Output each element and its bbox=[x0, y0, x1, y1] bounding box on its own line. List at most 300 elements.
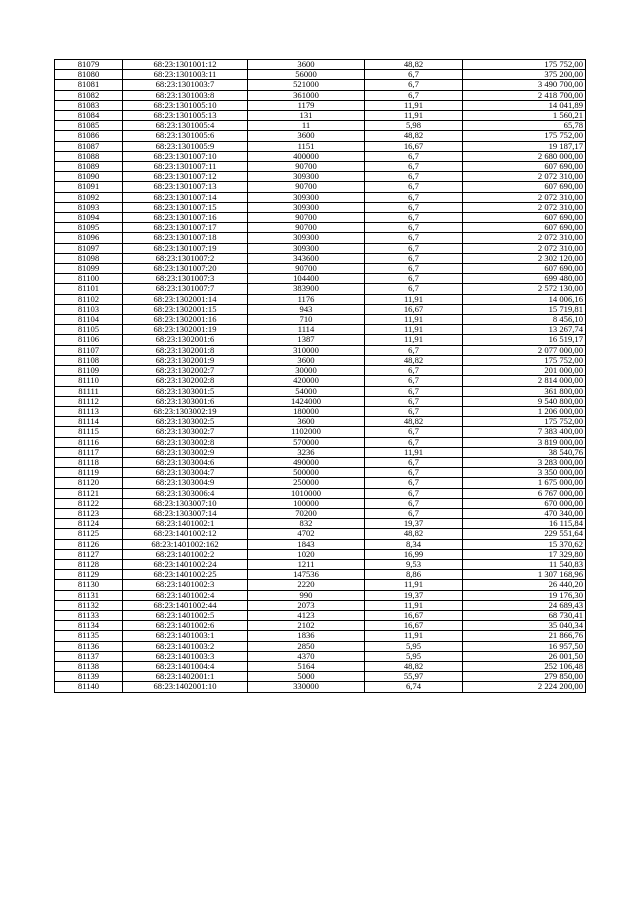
area-cell: 1843 bbox=[248, 539, 365, 549]
area-cell: 1179 bbox=[248, 100, 365, 110]
rate-cell: 19,37 bbox=[365, 519, 463, 529]
row-number-cell: 81111 bbox=[55, 386, 123, 396]
rate-cell: 55,97 bbox=[365, 672, 463, 682]
row-number-cell: 81087 bbox=[55, 141, 123, 151]
area-cell: 943 bbox=[248, 304, 365, 314]
row-number-cell: 81091 bbox=[55, 182, 123, 192]
table-row bbox=[55, 621, 586, 631]
rate-cell: 6,7 bbox=[365, 233, 463, 243]
table-row bbox=[55, 294, 586, 304]
row-number-cell: 81094 bbox=[55, 213, 123, 223]
table-row bbox=[55, 539, 586, 549]
value-cell: 11 540,83 bbox=[463, 559, 586, 569]
area-cell: 4702 bbox=[248, 529, 365, 539]
cadastral-number-cell: 68:23:1301005:6 bbox=[123, 131, 248, 141]
rate-cell: 6,7 bbox=[365, 202, 463, 212]
value-cell: 16 519,17 bbox=[463, 335, 586, 345]
area-cell: 180000 bbox=[248, 406, 365, 416]
value-cell: 470 340,00 bbox=[463, 508, 586, 518]
area-cell: 1102000 bbox=[248, 427, 365, 437]
cadastral-number-cell: 68:23:1303002:19 bbox=[123, 406, 248, 416]
rate-cell: 6,7 bbox=[365, 386, 463, 396]
rate-cell: 48,82 bbox=[365, 355, 463, 365]
area-cell: 3236 bbox=[248, 447, 365, 457]
cadastral-number-cell: 68:23:1303002:8 bbox=[123, 437, 248, 447]
table-row bbox=[55, 468, 586, 478]
row-number-cell: 81127 bbox=[55, 549, 123, 559]
rate-cell: 16,99 bbox=[365, 549, 463, 559]
cadastral-number-cell: 68:23:1301007:18 bbox=[123, 233, 248, 243]
row-number-cell: 81119 bbox=[55, 468, 123, 478]
area-cell: 1151 bbox=[248, 141, 365, 151]
area-cell: 521000 bbox=[248, 80, 365, 90]
table-row bbox=[55, 447, 586, 457]
value-cell: 2 572 130,00 bbox=[463, 284, 586, 294]
cadastral-number-cell: 68:23:1401002:162 bbox=[123, 539, 248, 549]
row-number-cell: 81106 bbox=[55, 335, 123, 345]
row-number-cell: 81140 bbox=[55, 682, 123, 692]
row-number-cell: 81088 bbox=[55, 151, 123, 161]
rate-cell: 11,91 bbox=[365, 335, 463, 345]
table-row bbox=[55, 202, 586, 212]
value-cell: 2 072 310,00 bbox=[463, 172, 586, 182]
cadastral-number-cell: 68:23:1303001:5 bbox=[123, 386, 248, 396]
table-row bbox=[55, 529, 586, 539]
row-number-cell: 81137 bbox=[55, 651, 123, 661]
area-cell: 3600 bbox=[248, 355, 365, 365]
table-row bbox=[55, 80, 586, 90]
table-row bbox=[55, 488, 586, 498]
table-row bbox=[55, 376, 586, 386]
value-cell: 3 819 000,00 bbox=[463, 437, 586, 447]
value-cell: 229 551,64 bbox=[463, 529, 586, 539]
cadastral-number-cell: 68:23:1301007:12 bbox=[123, 172, 248, 182]
rate-cell: 6,7 bbox=[365, 264, 463, 274]
area-cell: 309300 bbox=[248, 192, 365, 202]
table-row bbox=[55, 253, 586, 263]
area-cell: 990 bbox=[248, 590, 365, 600]
area-cell: 1010000 bbox=[248, 488, 365, 498]
value-cell: 38 540,76 bbox=[463, 447, 586, 457]
value-cell: 175 752,00 bbox=[463, 355, 586, 365]
row-number-cell: 81117 bbox=[55, 447, 123, 457]
area-cell: 832 bbox=[248, 519, 365, 529]
cadastral-number-cell: 68:23:1401003:3 bbox=[123, 651, 248, 661]
rate-cell: 6,7 bbox=[365, 468, 463, 478]
table-row bbox=[55, 304, 586, 314]
row-number-cell: 81108 bbox=[55, 355, 123, 365]
rate-cell: 8,34 bbox=[365, 539, 463, 549]
cadastral-number-cell: 68:23:1303002:7 bbox=[123, 427, 248, 437]
row-number-cell: 81115 bbox=[55, 427, 123, 437]
cadastral-number-cell: 68:23:1303004:6 bbox=[123, 457, 248, 467]
cadastral-number-cell: 68:23:1301007:7 bbox=[123, 284, 248, 294]
value-cell: 19 187,17 bbox=[463, 141, 586, 151]
table-row bbox=[55, 570, 586, 580]
table-row bbox=[55, 580, 586, 590]
value-cell: 175 752,00 bbox=[463, 60, 586, 70]
rate-cell: 48,82 bbox=[365, 417, 463, 427]
row-number-cell: 81113 bbox=[55, 406, 123, 416]
area-cell: 100000 bbox=[248, 498, 365, 508]
rate-cell: 6,7 bbox=[365, 488, 463, 498]
row-number-cell: 81080 bbox=[55, 70, 123, 80]
table-row bbox=[55, 213, 586, 223]
value-cell: 2 072 310,00 bbox=[463, 192, 586, 202]
area-cell: 310000 bbox=[248, 345, 365, 355]
value-cell: 279 850,00 bbox=[463, 672, 586, 682]
value-cell: 7 383 400,00 bbox=[463, 427, 586, 437]
row-number-cell: 81099 bbox=[55, 264, 123, 274]
table-row bbox=[55, 661, 586, 671]
row-number-cell: 81123 bbox=[55, 508, 123, 518]
rate-cell: 6,7 bbox=[365, 172, 463, 182]
table-row bbox=[55, 417, 586, 427]
cadastral-number-cell: 68:23:1401002:4 bbox=[123, 590, 248, 600]
value-cell: 1 560,21 bbox=[463, 111, 586, 121]
area-cell: 2073 bbox=[248, 600, 365, 610]
value-cell: 2 077 000,00 bbox=[463, 345, 586, 355]
rate-cell: 6,7 bbox=[365, 396, 463, 406]
cadastral-number-cell: 68:23:1401002:6 bbox=[123, 621, 248, 631]
data-table bbox=[54, 59, 586, 693]
cadastral-number-cell: 68:23:1301005:13 bbox=[123, 111, 248, 121]
area-cell: 361000 bbox=[248, 90, 365, 100]
rate-cell: 11,91 bbox=[365, 294, 463, 304]
row-number-cell: 81112 bbox=[55, 396, 123, 406]
row-number-cell: 81098 bbox=[55, 253, 123, 263]
rate-cell: 6,7 bbox=[365, 243, 463, 253]
rate-cell: 6,7 bbox=[365, 284, 463, 294]
cadastral-number-cell: 68:23:1301003:8 bbox=[123, 90, 248, 100]
cadastral-number-cell: 68:23:1301007:19 bbox=[123, 243, 248, 253]
cadastral-number-cell: 68:23:1302002:8 bbox=[123, 376, 248, 386]
cadastral-number-cell: 68:23:1401003:1 bbox=[123, 631, 248, 641]
area-cell: 1020 bbox=[248, 549, 365, 559]
cadastral-number-cell: 68:23:1301007:3 bbox=[123, 274, 248, 284]
rate-cell: 48,82 bbox=[365, 131, 463, 141]
value-cell: 607 690,00 bbox=[463, 264, 586, 274]
rate-cell: 6,7 bbox=[365, 457, 463, 467]
value-cell: 17 329,80 bbox=[463, 549, 586, 559]
table-row bbox=[55, 631, 586, 641]
table-row bbox=[55, 406, 586, 416]
area-cell: 147536 bbox=[248, 570, 365, 580]
rate-cell: 48,82 bbox=[365, 661, 463, 671]
value-cell: 2 680 000,00 bbox=[463, 151, 586, 161]
table-row bbox=[55, 60, 586, 70]
rate-cell: 9,53 bbox=[365, 559, 463, 569]
area-cell: 330000 bbox=[248, 682, 365, 692]
row-number-cell: 81107 bbox=[55, 345, 123, 355]
area-cell: 250000 bbox=[248, 478, 365, 488]
cadastral-number-cell: 68:23:1401002:24 bbox=[123, 559, 248, 569]
cadastral-number-cell: 68:23:1301007:16 bbox=[123, 213, 248, 223]
table-row bbox=[55, 396, 586, 406]
rate-cell: 16,67 bbox=[365, 141, 463, 151]
cadastral-number-cell: 68:23:1302001:6 bbox=[123, 335, 248, 345]
value-cell: 26 440,20 bbox=[463, 580, 586, 590]
area-cell: 104400 bbox=[248, 274, 365, 284]
cadastral-number-cell: 68:23:1302001:9 bbox=[123, 355, 248, 365]
area-cell: 5000 bbox=[248, 672, 365, 682]
rate-cell: 11,91 bbox=[365, 631, 463, 641]
cadastral-number-cell: 68:23:1402001:1 bbox=[123, 672, 248, 682]
cadastral-number-cell: 68:23:1401002:2 bbox=[123, 549, 248, 559]
row-number-cell: 81132 bbox=[55, 600, 123, 610]
cadastral-number-cell: 68:23:1301005:4 bbox=[123, 121, 248, 131]
area-cell: 309300 bbox=[248, 202, 365, 212]
rate-cell: 5,95 bbox=[365, 651, 463, 661]
cadastral-number-cell: 68:23:1301001:12 bbox=[123, 60, 248, 70]
value-cell: 2 418 700,00 bbox=[463, 90, 586, 100]
row-number-cell: 81133 bbox=[55, 610, 123, 620]
row-number-cell: 81086 bbox=[55, 131, 123, 141]
row-number-cell: 81116 bbox=[55, 437, 123, 447]
rate-cell: 6,7 bbox=[365, 366, 463, 376]
rate-cell: 48,82 bbox=[365, 529, 463, 539]
row-number-cell: 81139 bbox=[55, 672, 123, 682]
rate-cell: 5,98 bbox=[365, 121, 463, 131]
rate-cell: 6,7 bbox=[365, 508, 463, 518]
rate-cell: 16,67 bbox=[365, 610, 463, 620]
row-number-cell: 81122 bbox=[55, 498, 123, 508]
area-cell: 90700 bbox=[248, 213, 365, 223]
cadastral-number-cell: 68:23:1301007:14 bbox=[123, 192, 248, 202]
row-number-cell: 81092 bbox=[55, 192, 123, 202]
row-number-cell: 81131 bbox=[55, 590, 123, 600]
area-cell: 11 bbox=[248, 121, 365, 131]
value-cell: 13 267,74 bbox=[463, 325, 586, 335]
value-cell: 16 957,50 bbox=[463, 641, 586, 651]
row-number-cell: 81129 bbox=[55, 570, 123, 580]
row-number-cell: 81084 bbox=[55, 111, 123, 121]
cadastral-number-cell: 68:23:1401002:25 bbox=[123, 570, 248, 580]
value-cell: 2 072 310,00 bbox=[463, 243, 586, 253]
rate-cell: 6,7 bbox=[365, 253, 463, 263]
table-row bbox=[55, 559, 586, 569]
value-cell: 175 752,00 bbox=[463, 417, 586, 427]
area-cell: 710 bbox=[248, 315, 365, 325]
table-row bbox=[55, 386, 586, 396]
area-cell: 1387 bbox=[248, 335, 365, 345]
value-cell: 35 040,34 bbox=[463, 621, 586, 631]
value-cell: 65,78 bbox=[463, 121, 586, 131]
area-cell: 570000 bbox=[248, 437, 365, 447]
row-number-cell: 81100 bbox=[55, 274, 123, 284]
rate-cell: 8,86 bbox=[365, 570, 463, 580]
row-number-cell: 81109 bbox=[55, 366, 123, 376]
rate-cell: 6,7 bbox=[365, 406, 463, 416]
table-row bbox=[55, 172, 586, 182]
table-row bbox=[55, 498, 586, 508]
table-row bbox=[55, 549, 586, 559]
table-row bbox=[55, 335, 586, 345]
value-cell: 6 767 000,00 bbox=[463, 488, 586, 498]
value-cell: 670 000,00 bbox=[463, 498, 586, 508]
value-cell: 19 176,30 bbox=[463, 590, 586, 600]
cadastral-number-cell: 68:23:1402001:10 bbox=[123, 682, 248, 692]
area-cell: 3600 bbox=[248, 417, 365, 427]
cadastral-number-cell: 68:23:1301007:20 bbox=[123, 264, 248, 274]
area-cell: 309300 bbox=[248, 243, 365, 253]
rate-cell: 11,91 bbox=[365, 580, 463, 590]
row-number-cell: 81104 bbox=[55, 315, 123, 325]
row-number-cell: 81135 bbox=[55, 631, 123, 641]
cadastral-number-cell: 68:23:1301007:10 bbox=[123, 151, 248, 161]
area-cell: 420000 bbox=[248, 376, 365, 386]
value-cell: 3 283 000,00 bbox=[463, 457, 586, 467]
row-number-cell: 81089 bbox=[55, 162, 123, 172]
cadastral-number-cell: 68:23:1303004:9 bbox=[123, 478, 248, 488]
rate-cell: 11,91 bbox=[365, 325, 463, 335]
area-cell: 70200 bbox=[248, 508, 365, 518]
rate-cell: 6,7 bbox=[365, 376, 463, 386]
value-cell: 2 072 310,00 bbox=[463, 202, 586, 212]
table-row bbox=[55, 315, 586, 325]
table-row bbox=[55, 274, 586, 284]
table-row bbox=[55, 182, 586, 192]
row-number-cell: 81121 bbox=[55, 488, 123, 498]
cadastral-number-cell: 68:23:1303004:7 bbox=[123, 468, 248, 478]
rate-cell: 6,74 bbox=[365, 682, 463, 692]
row-number-cell: 81128 bbox=[55, 559, 123, 569]
value-cell: 699 480,00 bbox=[463, 274, 586, 284]
value-cell: 361 800,00 bbox=[463, 386, 586, 396]
cadastral-number-cell: 68:23:1302002:7 bbox=[123, 366, 248, 376]
value-cell: 375 200,00 bbox=[463, 70, 586, 80]
table-row bbox=[55, 508, 586, 518]
area-cell: 30000 bbox=[248, 366, 365, 376]
cadastral-number-cell: 68:23:1301007:2 bbox=[123, 253, 248, 263]
rate-cell: 6,7 bbox=[365, 162, 463, 172]
cadastral-number-cell: 68:23:1302001:19 bbox=[123, 325, 248, 335]
table-row bbox=[55, 345, 586, 355]
value-cell: 14 041,89 bbox=[463, 100, 586, 110]
table-row bbox=[55, 600, 586, 610]
row-number-cell: 81102 bbox=[55, 294, 123, 304]
table-row bbox=[55, 90, 586, 100]
area-cell: 3600 bbox=[248, 131, 365, 141]
area-cell: 5164 bbox=[248, 661, 365, 671]
rate-cell: 6,7 bbox=[365, 437, 463, 447]
value-cell: 2 224 200,00 bbox=[463, 682, 586, 692]
rate-cell: 16,67 bbox=[365, 621, 463, 631]
cadastral-number-cell: 68:23:1302001:14 bbox=[123, 294, 248, 304]
area-cell: 400000 bbox=[248, 151, 365, 161]
table-row bbox=[55, 100, 586, 110]
rate-cell: 6,7 bbox=[365, 274, 463, 284]
area-cell: 3600 bbox=[248, 60, 365, 70]
area-cell: 4123 bbox=[248, 610, 365, 620]
row-number-cell: 81134 bbox=[55, 621, 123, 631]
row-number-cell: 81124 bbox=[55, 519, 123, 529]
cadastral-number-cell: 68:23:1301007:17 bbox=[123, 223, 248, 233]
cadastral-number-cell: 68:23:1301007:15 bbox=[123, 202, 248, 212]
value-cell: 8 456,10 bbox=[463, 315, 586, 325]
table-row bbox=[55, 141, 586, 151]
rate-cell: 6,7 bbox=[365, 427, 463, 437]
area-cell: 4370 bbox=[248, 651, 365, 661]
value-cell: 16 115,84 bbox=[463, 519, 586, 529]
area-cell: 490000 bbox=[248, 457, 365, 467]
cadastral-number-cell: 68:23:1303002:9 bbox=[123, 447, 248, 457]
value-cell: 21 866,76 bbox=[463, 631, 586, 641]
value-cell: 607 690,00 bbox=[463, 162, 586, 172]
area-cell: 343600 bbox=[248, 253, 365, 263]
value-cell: 9 540 800,00 bbox=[463, 396, 586, 406]
table-row bbox=[55, 437, 586, 447]
area-cell: 1114 bbox=[248, 325, 365, 335]
rate-cell: 6,7 bbox=[365, 213, 463, 223]
row-number-cell: 81079 bbox=[55, 60, 123, 70]
table-body bbox=[55, 60, 586, 693]
area-cell: 90700 bbox=[248, 223, 365, 233]
cadastral-number-cell: 68:23:1302001:16 bbox=[123, 315, 248, 325]
row-number-cell: 81095 bbox=[55, 223, 123, 233]
value-cell: 24 689,43 bbox=[463, 600, 586, 610]
value-cell: 607 690,00 bbox=[463, 182, 586, 192]
rate-cell: 11,91 bbox=[365, 600, 463, 610]
row-number-cell: 81136 bbox=[55, 641, 123, 651]
cadastral-number-cell: 68:23:1301003:7 bbox=[123, 80, 248, 90]
cadastral-number-cell: 68:23:1401002:5 bbox=[123, 610, 248, 620]
rate-cell: 11,91 bbox=[365, 315, 463, 325]
cadastral-number-cell: 68:23:1303007:14 bbox=[123, 508, 248, 518]
rate-cell: 19,37 bbox=[365, 590, 463, 600]
table-row bbox=[55, 284, 586, 294]
rate-cell: 6,7 bbox=[365, 70, 463, 80]
area-cell: 500000 bbox=[248, 468, 365, 478]
row-number-cell: 81138 bbox=[55, 661, 123, 671]
rate-cell: 16,67 bbox=[365, 304, 463, 314]
row-number-cell: 81118 bbox=[55, 457, 123, 467]
row-number-cell: 81090 bbox=[55, 172, 123, 182]
cadastral-number-cell: 68:23:1401002:1 bbox=[123, 519, 248, 529]
cadastral-number-cell: 68:23:1301003:11 bbox=[123, 70, 248, 80]
rate-cell: 11,91 bbox=[365, 100, 463, 110]
value-cell: 201 000,00 bbox=[463, 366, 586, 376]
area-cell: 56000 bbox=[248, 70, 365, 80]
rate-cell: 11,91 bbox=[365, 111, 463, 121]
table-row bbox=[55, 325, 586, 335]
area-cell: 90700 bbox=[248, 182, 365, 192]
rate-cell: 6,7 bbox=[365, 345, 463, 355]
cadastral-number-cell: 68:23:1401003:2 bbox=[123, 641, 248, 651]
area-cell: 131 bbox=[248, 111, 365, 121]
rate-cell: 5,95 bbox=[365, 641, 463, 651]
rate-cell: 6,7 bbox=[365, 80, 463, 90]
rate-cell: 6,7 bbox=[365, 498, 463, 508]
table-row bbox=[55, 264, 586, 274]
value-cell: 15 719,81 bbox=[463, 304, 586, 314]
cadastral-number-cell: 68:23:1303001:6 bbox=[123, 396, 248, 406]
table-row bbox=[55, 610, 586, 620]
row-number-cell: 81083 bbox=[55, 100, 123, 110]
row-number-cell: 81081 bbox=[55, 80, 123, 90]
value-cell: 3 490 700,00 bbox=[463, 80, 586, 90]
value-cell: 252 106,48 bbox=[463, 661, 586, 671]
area-cell: 90700 bbox=[248, 162, 365, 172]
table-row bbox=[55, 590, 586, 600]
row-number-cell: 81103 bbox=[55, 304, 123, 314]
table-row bbox=[55, 192, 586, 202]
area-cell: 1836 bbox=[248, 631, 365, 641]
table-row bbox=[55, 111, 586, 121]
table-row bbox=[55, 223, 586, 233]
row-number-cell: 81082 bbox=[55, 90, 123, 100]
table-row bbox=[55, 121, 586, 131]
